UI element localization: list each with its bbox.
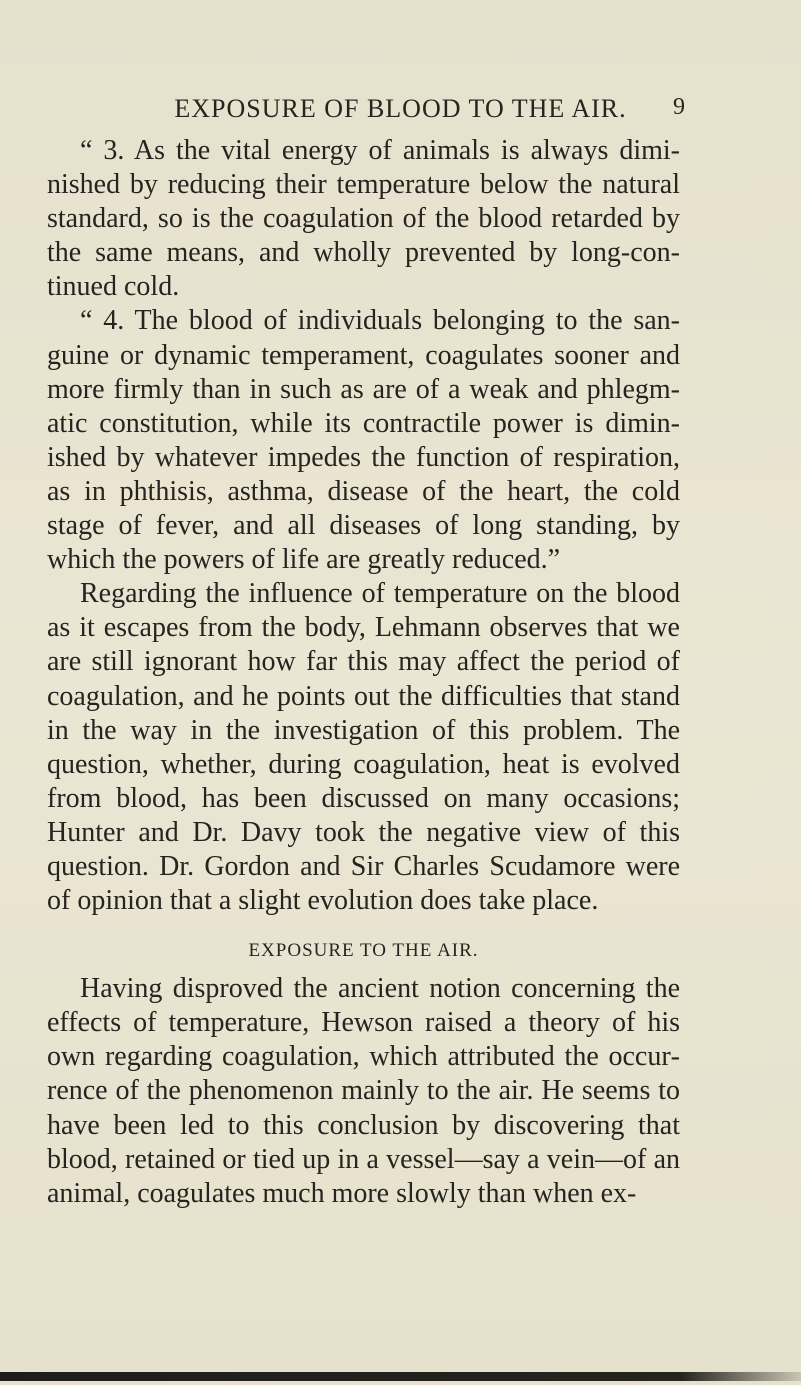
section-heading: EXPOSURE TO THE AIR. [248, 940, 479, 962]
running-head [0, 94, 801, 134]
bottom-edge-shadow [0, 1372, 801, 1381]
running-title: EXPOSURE OF BLOOD TO THE AIR. [174, 94, 627, 123]
body-text [47, 134, 680, 1211]
paragraph-point-3: “ 3. As the vital energy of animals is always diminished by reducing their temperature below the natural standard, so is the coagulation of the blood retarded by the same means, and wholly prevented by long-continued cold. [47, 135, 680, 303]
page-number: 9 [673, 94, 685, 120]
paragraph-point-4: “ 4. The blood of individuals belonging to the sanguine or dynamic temperament, coagulates sooner and more firmly than in such as are of a weak and phlegmatic constitution, while its contractile power is diminished by whatever impedes the function of respiration, as in phthisis, asthma, disease of the heart, the cold stage of fever, and all diseases of long standing, by which the powers of life are greatly reduced.” [47, 305, 680, 576]
paragraph-temperature-influence: Regarding the influence of temperature on the blood as it escapes from the body, Lehmann observes that we are still ignorant how far this may affect the period of coagulation, and he points out the difficulties that stand in the way in the investigation of this problem. The question, whether, during coagulation, heat is evolved from blood, has been discussed on many occasions; Hunter and Dr. Davy took the negative view of this question. Dr. Gordon and Sir Charles Scudamore were of opinion that a slight evolution does take place. [47, 578, 680, 917]
paragraph-exposure-to-air: Having disproved the ancient notion concerning the effects of temperature, Hewson raised a theory of his own regarding coagulation, which attributed the occurrence of the phenomenon mainly to the air. He seems to have been led to this conclusion by discovering that blood, retained or tied up in a vessel—say a vein—of an animal, coagulates much more slowly than when ex- [47, 973, 680, 1209]
